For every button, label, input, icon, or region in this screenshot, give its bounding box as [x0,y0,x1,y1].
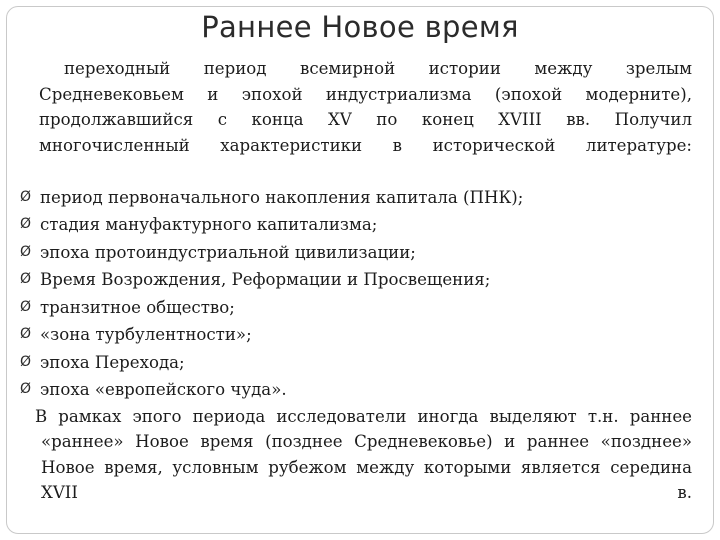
arrow-bullet-icon: Ø [20,381,32,398]
arrow-bullet-icon: Ø [20,353,32,370]
arrow-bullet-icon: Ø [20,298,32,315]
list-item [20,349,692,377]
slide-content [20,56,692,531]
list-item [20,239,692,267]
list-item-text: стадия мануфактурного капитализма; [40,215,378,235]
list-item-text: эпоха Перехода; [40,352,185,372]
list-item-text: транзитное общество; [40,297,235,317]
intro-paragraph [20,56,692,184]
list-item [20,211,692,239]
conclusion-text: В рамках эпого периода исследователи иногда выделяют т.н. раннее «раннее» Новое время (позднее Средневековье) и раннее «позднее» Новое время, условным рубежом между которыми является середина XVII в. [35,406,692,503]
characteristics-list [20,184,692,404]
arrow-bullet-icon: Ø [20,271,32,288]
arrow-bullet-icon: Ø [20,326,32,343]
arrow-bullet-icon: Ø [20,188,32,205]
conclusion-paragraph [20,404,692,532]
arrow-bullet-icon: Ø [20,216,32,233]
list-item-text: эпоха протоиндустриальной цивилизации; [40,242,416,262]
intro-text: переходный период всемирной истории между зрелым Средневековьем и эпохой индустриализма (эпохой модерните), продолжавшийся с конца XV по конец XVIII вв. Получил многочисленный характеристики в исторической литературе: [39,59,692,155]
slide-title: Раннее Новое время [201,10,519,44]
list-item [20,184,692,212]
list-item-text: «зона турбулентности»; [40,325,252,345]
list-item-text: период первоначального накопления капитала (ПНК); [40,187,524,207]
arrow-bullet-icon: Ø [20,243,32,260]
list-item [20,294,692,322]
list-item [20,266,692,294]
list-item [20,376,692,404]
list-item-text: эпоха «европейского чуда». [40,380,287,400]
list-item [20,321,692,349]
list-item-text: Время Возрождения, Реформации и Просвещения; [40,270,491,290]
